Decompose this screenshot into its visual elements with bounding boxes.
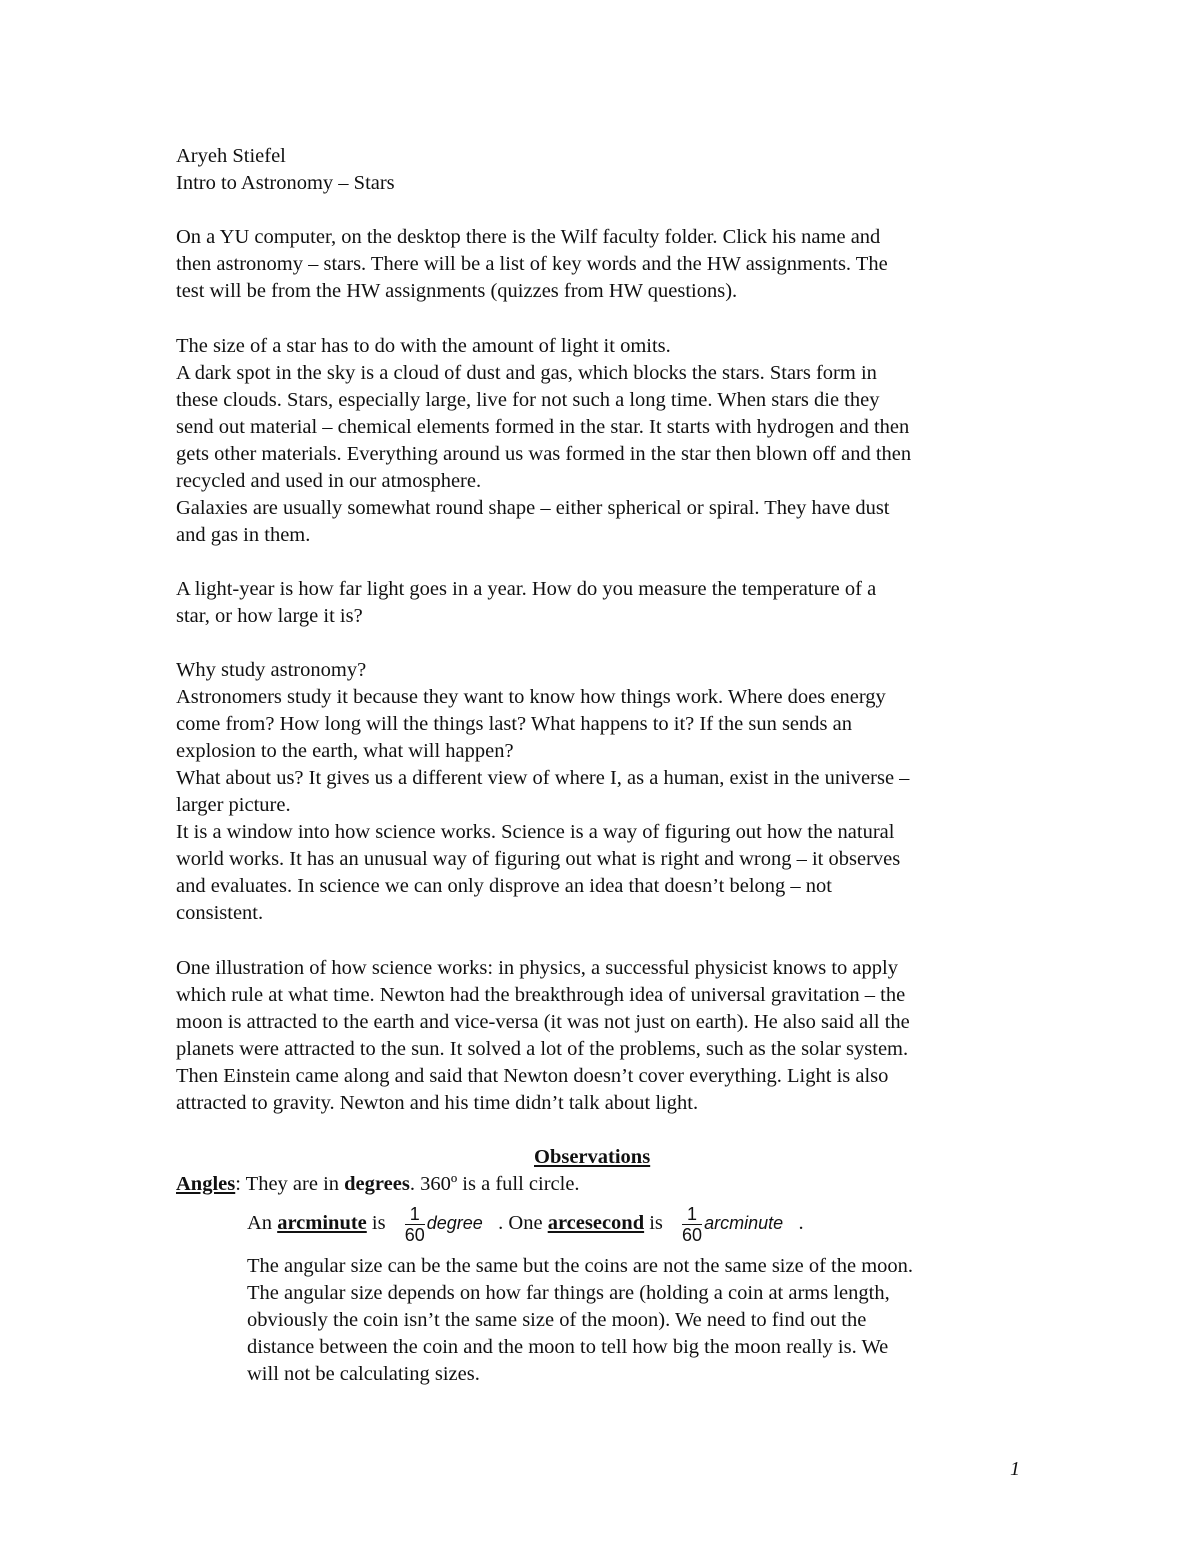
paragraph-angular-size [247, 1253, 913, 1388]
denominator: 60 [682, 1224, 703, 1245]
arcsecond-term: arcesecond [547, 1212, 645, 1234]
paragraph-newton [176, 955, 910, 1117]
text-line: gets other materials. Everything around us was formed in the star then blown off and then [176, 443, 912, 465]
arcminute-definition [247, 1198, 804, 1248]
denominator: 60 [404, 1224, 425, 1245]
degrees-term: degrees [344, 1173, 410, 1195]
angles-text: : They are in [235, 1173, 345, 1195]
paragraph-stars [176, 333, 911, 549]
text-line: world works. It has an unusual way of figuring out what is right and wrong – it observes [176, 848, 901, 870]
text-line: and evaluates. In science we can only disprove an idea that doesn’t belong – not [176, 875, 832, 897]
text-one: . One [493, 1212, 548, 1234]
text-line: Aryeh Stiefel [176, 145, 286, 167]
text-line: consistent. [176, 902, 264, 924]
text-line: recycled and used in our atmosphere. [176, 470, 482, 492]
text-line: come from? How long will the things last? What happens to it? If the sun sends an [176, 713, 852, 735]
text-is-2: is [644, 1212, 663, 1234]
text-line: The size of a star has to do with the amount of light it omits. [176, 335, 671, 357]
text-line: Intro to Astronomy – Stars [176, 172, 395, 194]
text-line: then astronomy – stars. There will be a list of key words and the HW assignments. The [176, 253, 888, 275]
text-line: On a YU computer, on the desktop there is the Wilf faculty folder. Click his name and [176, 226, 881, 248]
text-line: Galaxies are usually somewhat round shape – either spherical or spiral. They have dust [176, 497, 890, 519]
paragraph-why-study [176, 657, 909, 927]
page-number: 1 [1010, 1458, 1020, 1480]
text-line: attracted to gravity. Newton and his time didn’t talk about light. [176, 1092, 699, 1114]
paragraph-yu-computer [176, 224, 888, 305]
text-line: Then Einstein came along and said that Newton doesn’t cover everything. Light is also [176, 1065, 889, 1087]
numerator: 1 [405, 1204, 425, 1225]
text-line: It is a window into how science works. Science is a way of figuring out how the natural [176, 821, 895, 843]
text-line: distance between the coin and the moon to tell how big the moon really is. We [247, 1336, 889, 1358]
angles-text-2: . 360º is a full circle. [409, 1173, 580, 1195]
numerator: 1 [682, 1204, 702, 1225]
section-title-observations: Observations [534, 1146, 651, 1168]
text-line: moon is attracted to the earth and vice-versa (it was not just on earth). He also said all the [176, 1011, 910, 1033]
header-block [176, 143, 395, 197]
fraction-1-60-b [682, 1204, 702, 1245]
unit-arcminute: arcminute [704, 1213, 784, 1233]
text-line: One illustration of how science works: in physics, a successful physicist knows to apply [176, 957, 898, 979]
paragraph-light-year [176, 576, 876, 630]
text-line: these clouds. Stars, especially large, live for not such a long time. When stars die they [176, 389, 880, 411]
text-line: Astronomers study it because they want to know how things work. Where does energy [176, 686, 886, 708]
text-line: Why study astronomy? [176, 659, 367, 681]
text-line: The angular size can be the same but the coins are not the same size of the moon. [247, 1255, 914, 1277]
text-line: A dark spot in the sky is a cloud of dust and gas, which blocks the stars. Stars form in [176, 362, 877, 384]
text-line: send out material – chemical elements formed in the star. It starts with hydrogen and then [176, 416, 910, 438]
angles-line [176, 1171, 580, 1198]
text-is: is [366, 1212, 386, 1234]
arcminute-term: arcminute [277, 1212, 367, 1234]
text-line: and gas in them. [176, 524, 311, 546]
text-line: star, or how large it is? [176, 605, 363, 627]
fraction-1-60 [405, 1204, 425, 1245]
text-line: What about us? It gives us a different view of where I, as a human, exist in the universe – [176, 767, 910, 789]
text-line: which rule at what time. Newton had the breakthrough idea of universal gravitation – the [176, 984, 906, 1006]
text-line: planets were attracted to the sun. It solved a lot of the problems, such as the solar system. [176, 1038, 909, 1060]
angles-label: Angles [176, 1173, 236, 1195]
text-line: test will be from the HW assignments (quizzes from HW questions). [176, 280, 738, 302]
text-line: larger picture. [176, 794, 291, 816]
text-line: will not be calculating sizes. [247, 1363, 480, 1385]
text-line: explosion to the earth, what will happen? [176, 740, 514, 762]
text-an: An [247, 1212, 278, 1234]
text-line: obviously the coin isn’t the same size of the moon). We need to find out the [247, 1309, 867, 1331]
unit-degree: degree [426, 1213, 483, 1233]
text-line: A light-year is how far light goes in a year. How do you measure the temperature of a [176, 578, 877, 600]
text-end: . [793, 1212, 804, 1234]
text-line: The angular size depends on how far things are (holding a coin at arms length, [247, 1282, 890, 1304]
